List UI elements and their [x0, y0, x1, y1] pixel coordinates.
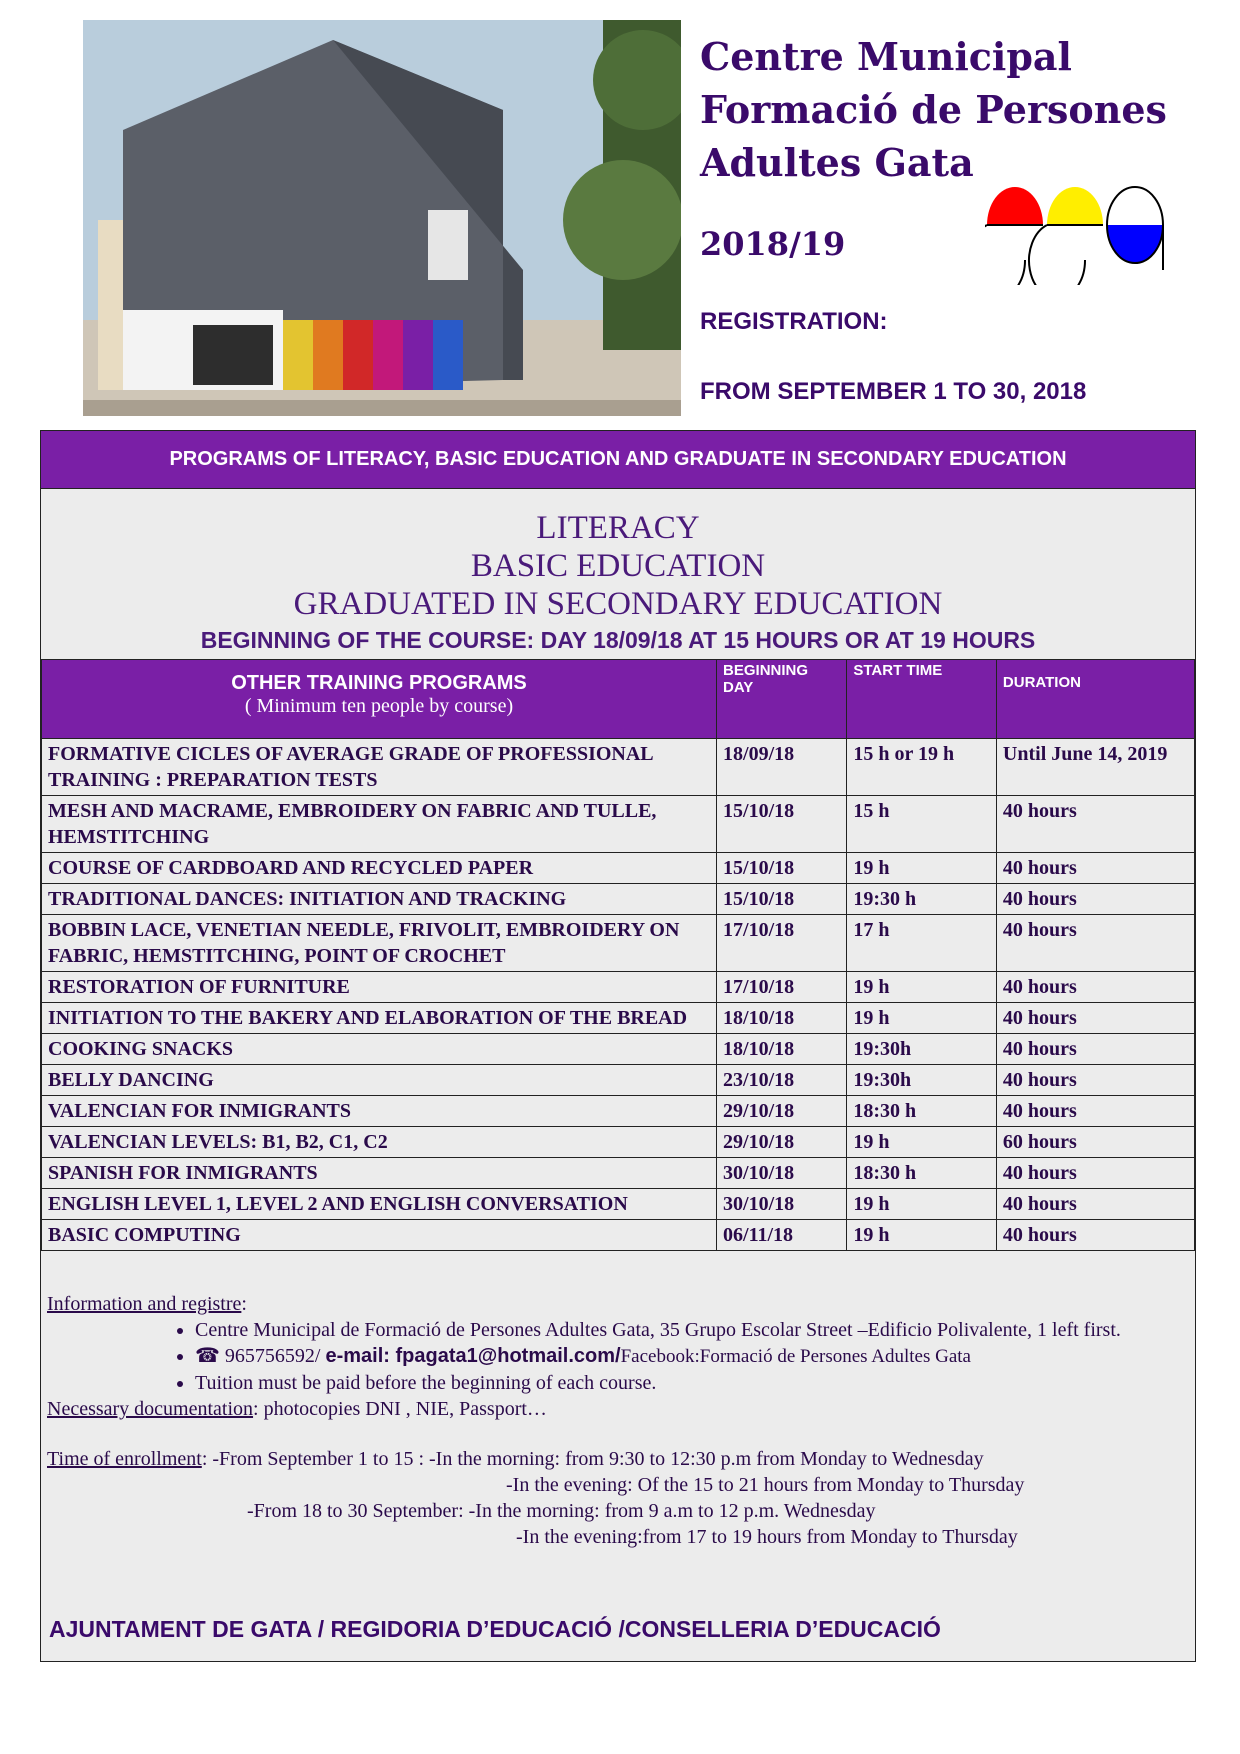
- doc-label: Necessary documentation: [47, 1398, 254, 1420]
- program-name: RESTORATION OF FURNITURE: [42, 972, 717, 1003]
- program-time: 19 h: [847, 1003, 997, 1034]
- table-row: [42, 739, 1195, 796]
- program-duration: 40 hours: [996, 1003, 1194, 1034]
- program-time: 19:30h: [847, 1065, 997, 1096]
- program-day: 30/10/18: [717, 1158, 847, 1189]
- program-duration: 40 hours: [996, 1220, 1194, 1251]
- program-duration: Until June 14, 2019: [996, 739, 1194, 796]
- program-time: 18:30 h: [847, 1096, 997, 1127]
- program-time: 15 h: [847, 796, 997, 853]
- telephone-icon: ☎: [195, 1345, 220, 1367]
- main-program-secondary: GRADUATED IN SECONDARY EDUCATION: [293, 586, 943, 622]
- program-name: COOKING SNACKS: [42, 1034, 717, 1065]
- footer-institutions: AJUNTAMENT DE GATA / REGIDORIA D’EDUCACIÓ /CONSELLERIA D’EDUCACIÓ: [49, 1616, 941, 1642]
- program-day: 30/10/18: [717, 1189, 847, 1220]
- program-day: 06/11/18: [717, 1220, 847, 1251]
- main-program-basic: BASIC EDUCATION: [470, 548, 766, 584]
- program-day: 17/10/18: [717, 915, 847, 972]
- table-row: [42, 853, 1195, 884]
- logo-blue-arc: [1107, 225, 1163, 263]
- header-programs-label: OTHER TRAINING PROGRAMS: [231, 672, 527, 694]
- table-row: [42, 1158, 1195, 1189]
- programs-banner: PROGRAMS OF LITERACY, BASIC EDUCATION AND GRADUATE IN SECONDARY EDUCATION: [41, 431, 1195, 489]
- header-beginning-day: BEGINNING DAY: [717, 660, 847, 739]
- program-duration: 40 hours: [996, 1065, 1194, 1096]
- program-name: VALENCIAN LEVELS: B1, B2, C1, C2: [42, 1127, 717, 1158]
- table-row: [42, 1096, 1195, 1127]
- header-programs-note: ( Minimum ten people by course): [244, 695, 514, 717]
- enroll-line3: -From 18 to 30 September: -In the morning: from 9 a.m to 12 p.m. Wednesday: [247, 1500, 876, 1522]
- center-name-line3: Adultes Gata: [700, 140, 974, 185]
- program-name: COURSE OF CARDBOARD AND RECYCLED PAPER: [42, 853, 717, 884]
- enroll-line4: -In the evening:from 17 to 19 hours from Monday to Thursday: [516, 1526, 1018, 1548]
- info-facebook: Facebook:Formació de Persones Adultes Gata: [620, 1346, 971, 1367]
- enroll-label: Time of enrollment: [47, 1448, 202, 1470]
- course-beginning: BEGINNING OF THE COURSE: DAY 18/09/18 AT 15 HOURS OR AT 19 HOURS: [200, 627, 1036, 653]
- center-name-line2: Formació de Persones: [700, 87, 1167, 132]
- program-day: 17/10/18: [717, 972, 847, 1003]
- building-photo: [83, 20, 681, 416]
- program-time: 19 h: [847, 1127, 997, 1158]
- center-name: [700, 30, 1167, 189]
- info-email[interactable]: e-mail: fpagata1@hotmail.com/: [325, 1345, 621, 1367]
- table-row: [42, 1034, 1195, 1065]
- program-time: 15 h or 19 h: [847, 739, 997, 796]
- program-duration: 40 hours: [996, 915, 1194, 972]
- program-time: 19 h: [847, 853, 997, 884]
- program-duration: 40 hours: [996, 1034, 1194, 1065]
- program-duration: 40 hours: [996, 796, 1194, 853]
- program-time: 19:30h: [847, 1034, 997, 1065]
- logo-red-arc: [987, 187, 1043, 225]
- info-address: • Centre Municipal de Formació de Persones Adultes Gata, 35 Grupo Escolar Street –Edificio Polivalente, 1 left first.: [195, 1317, 1187, 1343]
- enroll-line2: -In the evening: Of the 15 to 21 hours from Monday to Thursday: [506, 1474, 1025, 1496]
- program-duration: 40 hours: [996, 1189, 1194, 1220]
- table-row: [42, 884, 1195, 915]
- program-duration: 40 hours: [996, 972, 1194, 1003]
- info-phone: 965756592/: [224, 1345, 321, 1367]
- program-name: INITIATION TO THE BAKERY AND ELABORATION OF THE BREAD: [42, 1003, 717, 1034]
- program-time: 18:30 h: [847, 1158, 997, 1189]
- program-duration: 60 hours: [996, 1127, 1194, 1158]
- program-day: 29/10/18: [717, 1127, 847, 1158]
- logo-yellow-arc: [1047, 187, 1103, 225]
- program-time: 19:30 h: [847, 884, 997, 915]
- program-day: 23/10/18: [717, 1065, 847, 1096]
- header-duration: DURATION: [996, 660, 1194, 739]
- program-day: 18/09/18: [717, 739, 847, 796]
- table-row: [42, 1003, 1195, 1034]
- program-day: 15/10/18: [717, 796, 847, 853]
- info-tuition: • Tuition must be paid before the beginning of each course.: [195, 1370, 1187, 1396]
- program-time: 19 h: [847, 972, 997, 1003]
- program-name: FORMATIVE CICLES OF AVERAGE GRADE OF PROFESSIONAL TRAINING : PREPARATION TESTS: [42, 739, 717, 796]
- table-row: [42, 972, 1195, 1003]
- programs-table: [41, 659, 1195, 1251]
- main-programs: [41, 509, 1195, 623]
- program-day: 29/10/18: [717, 1096, 847, 1127]
- program-duration: 40 hours: [996, 1158, 1194, 1189]
- table-header-row: [42, 660, 1195, 739]
- program-name: BELLY DANCING: [42, 1065, 717, 1096]
- info-contact: [195, 1343, 1187, 1370]
- program-day: 15/10/18: [717, 884, 847, 915]
- info-list: [47, 1317, 1187, 1396]
- program-duration: 40 hours: [996, 853, 1194, 884]
- main-program-literacy: LITERACY: [536, 510, 700, 546]
- registration-label: REGISTRATION:: [700, 308, 888, 335]
- table-row: [42, 796, 1195, 853]
- info-title: Information and registre: [47, 1293, 242, 1315]
- registration-dates: FROM SEPTEMBER 1 TO 30, 2018: [700, 378, 1087, 405]
- programs-box: [40, 430, 1196, 1662]
- program-time: 19 h: [847, 1189, 997, 1220]
- table-row: [42, 1189, 1195, 1220]
- program-day: 18/10/18: [717, 1034, 847, 1065]
- program-name: BOBBIN LACE, VENETIAN NEEDLE, FRIVOLIT, EMBROIDERY ON FABRIC, HEMSTITCHING, POINT OF CROCHET: [42, 915, 717, 972]
- table-row: [42, 915, 1195, 972]
- program-time: 17 h: [847, 915, 997, 972]
- epa-logo: [985, 185, 1165, 285]
- table-row: [42, 1220, 1195, 1251]
- program-time: 19 h: [847, 1220, 997, 1251]
- program-name: MESH AND MACRAME, EMBROIDERY ON FABRIC AND TULLE, HEMSTITCHING: [42, 796, 717, 853]
- program-day: 18/10/18: [717, 1003, 847, 1034]
- program-duration: 40 hours: [996, 884, 1194, 915]
- header-programs: [42, 660, 717, 739]
- program-name: VALENCIAN FOR INMIGRANTS: [42, 1096, 717, 1127]
- table-row: [42, 1127, 1195, 1158]
- information-section: Information and registre: • Centre Municipal de Formació de Persones Adultes Gata, 35 Grupo Escolar Street –Edificio Polivalente, 1 left first. • ☎ 965756592/ e-mail: fpagata1@hotmail.com/Facebook:Formació de Persones Adultes Gata • Tuition must be paid before the beginning of each course. Necessary documentation: photocopies DNI , NIE, Passport… Time of enrollment: -From September 1 to 15 : -In the morning: from 9:30 to 12:30 p.m from Monday to Wednesday -In the evening: Of the 15 to 21 hours from Monday to Thursday -From 18 to 30 September: -In the morning: from 9 a.m to 12 p.m. Wednesday -In the evening:from 17 to 19 hours from Monday to Thursday: [47, 1291, 1187, 1550]
- table-row: [42, 1065, 1195, 1096]
- school-year: 2018/19: [700, 225, 846, 263]
- program-duration: 40 hours: [996, 1096, 1194, 1127]
- program-name: SPANISH FOR INMIGRANTS: [42, 1158, 717, 1189]
- doc-value: : photocopies DNI , NIE, Passport…: [253, 1398, 547, 1420]
- center-name-line1: Centre Municipal: [700, 34, 1072, 79]
- program-day: 15/10/18: [717, 853, 847, 884]
- header-start-time: START TIME: [847, 660, 997, 739]
- program-name: ENGLISH LEVEL 1, LEVEL 2 AND ENGLISH CONVERSATION: [42, 1189, 717, 1220]
- program-name: TRADITIONAL DANCES: INITIATION AND TRACKING: [42, 884, 717, 915]
- program-name: BASIC COMPUTING: [42, 1220, 717, 1251]
- enroll-line1: : -From September 1 to 15 : -In the morning: from 9:30 to 12:30 p.m from Monday to Wednesday: [201, 1448, 984, 1470]
